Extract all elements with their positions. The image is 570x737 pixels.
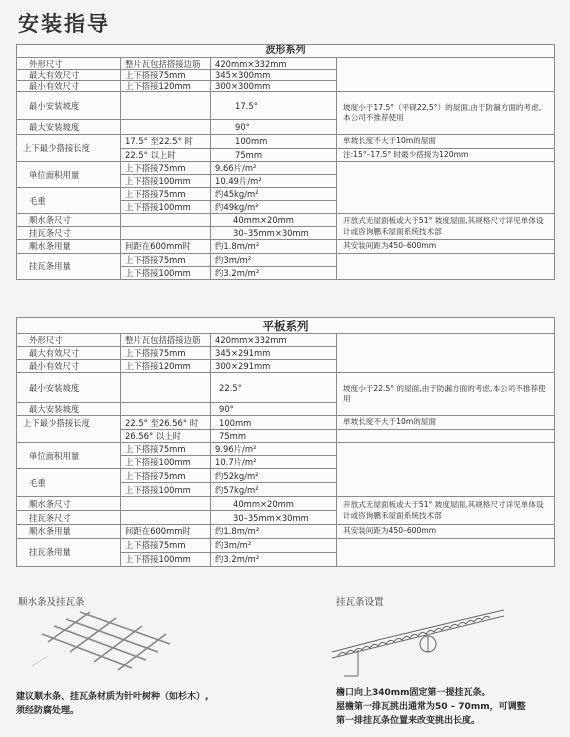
row-condition [121,92,211,120]
row-note: 其安装间距为450–600mm [337,240,555,254]
row-note: 其安装间距为450–600mm [337,525,555,539]
row-label: 顺水条尺寸 [17,214,121,227]
row-label: 毛重 [17,188,121,214]
row-value: 30–35mm×30mm [211,511,337,525]
row-label: 上下最少搭接长度 [17,135,121,162]
row-condition: 上下搭接75mm [121,347,211,360]
row-value: 约3.2m/m² [211,552,337,566]
row-value: 约49kg/m² [211,201,337,214]
row-condition: 上下搭接100mm [121,266,211,279]
row-condition: 上下搭接100mm [121,456,211,469]
row-condition: 上下搭接75mm [121,538,211,552]
row-value: 约3m/m² [211,253,337,266]
batten-setting-title: 挂瓦条设置 [336,597,384,608]
row-label: 顺水条用量 [17,525,121,539]
row-value: 约52kg/m² [211,469,337,483]
row-label: 最大安装坡度 [17,120,121,135]
row-condition: 22.5° 至26.56° 时 [121,416,211,430]
row-value: 75mm [211,148,337,162]
page-title: 安装指导 [18,12,110,36]
batten-setting-caption-line: 第一排挂瓦条位置来改变挑出长度。 [336,716,481,726]
row-note [337,162,555,214]
row-condition [121,497,211,511]
row-value: 约45kg/m² [211,188,337,201]
row-note [337,58,555,92]
row-value: 约3m/m² [211,538,337,552]
row-label: 最大有效尺寸 [17,347,121,360]
row-label: 挂瓦条尺寸 [17,511,121,525]
row-condition: 上下搭接100mm [121,552,211,566]
batten-setting-caption-line: 屋檐第一排瓦挑出通常为50 – 70mm，可调整 [336,702,526,712]
row-value: 22.5° [211,373,337,403]
row-condition: 上下搭接75mm [121,469,211,483]
row-note [337,253,555,279]
row-value: 100mm [211,416,337,430]
batten-setting-caption [336,686,526,728]
row-label: 顺水条用量 [17,240,121,254]
row-condition [121,120,211,135]
row-condition [121,214,211,227]
row-label: 单位面积用量 [17,162,121,188]
batten-section-title: 顺水条及挂瓦条 [18,597,85,608]
row-value: 345×291mm [211,347,337,360]
row-condition: 上下搭接100mm [121,483,211,497]
row-label: 毛重 [17,469,121,497]
row-value: 345×300mm [211,70,337,81]
row-condition: 26.56° 以上时 [121,430,211,443]
row-note [337,334,555,373]
flat-series-table [16,317,555,567]
row-value: 420mm×332mm [211,58,337,70]
row-condition: 上下搭接75mm [121,70,211,81]
row-value: 17.5° [211,92,337,120]
row-value: 9.96片/m² [211,443,337,456]
row-condition: 整片瓦包括搭接边筋 [121,58,211,70]
row-condition: 间距在600mm时 [121,525,211,539]
row-condition [121,511,211,525]
row-condition: 上下搭接75mm [121,188,211,201]
row-label: 外形尺寸 [17,334,121,347]
row-value: 300×291mm [211,360,337,373]
row-note [337,430,555,443]
row-condition: 17.5° 至22.5° 时 [121,135,211,149]
row-value: 约57kg/m² [211,483,337,497]
batten-setting-caption-line: 檐口向上340mm固定第一提挂瓦条。 [336,688,491,698]
row-note: 单坡长度不大于10m的屋面 [337,135,555,149]
batten-caption-line: 建议顺水条、挂瓦条材质为针叶树种（如杉木）, [16,692,209,702]
row-condition: 22.5° 以上时 [121,148,211,162]
row-note: 开放式无屋面板或大于51° 坡度屋面,其规格尺寸详见单体设计或咨询鹏禾屋面系统技术部 [337,214,555,240]
row-note: 单坡长度不大于10m的屋面 [337,416,555,430]
row-condition [121,403,211,416]
row-condition: 间距在600mm时 [121,240,211,254]
row-value: 40mm×20mm [211,214,337,227]
row-label: 最大有效尺寸 [17,70,121,81]
row-value: 300×300mm [211,81,337,92]
row-note [337,443,555,497]
row-condition: 上下搭接120mm [121,81,211,92]
row-condition [121,373,211,403]
row-label: 最小有效尺寸 [17,81,121,92]
flat-series-title: 平板系列 [17,318,555,334]
eave-section-illustration [318,604,518,680]
row-label: 最小安装坡度 [17,92,121,120]
row-value: 10.49片/m² [211,175,337,188]
row-note: 坡度小于22.5° 的屋面,由于防漏方面的考虑,本公司不推荐使用 [337,373,555,416]
row-condition: 上下搭接75mm [121,443,211,456]
row-value: 100mm [211,135,337,149]
batten-caption-line: 须经防腐处理。 [16,706,80,716]
row-label: 最大安装坡度 [17,403,121,416]
row-value: 约1.8m/m² [211,525,337,539]
row-note: 注:15°–17.5° 时最少搭接为120mm [337,148,555,162]
row-value: 40mm×20mm [211,497,337,511]
row-note [337,538,555,566]
row-condition: 上下搭接75mm [121,162,211,175]
row-label: 顺水条尺寸 [17,497,121,511]
row-value: 75mm [211,430,337,443]
row-label: 上下最少搭接长度 [17,416,121,443]
row-condition: 上下搭接120mm [121,360,211,373]
row-value: 约3.2m/m² [211,266,337,279]
row-label: 最小安装坡度 [17,373,121,403]
row-label: 单位面积用量 [17,443,121,469]
row-label: 最小有效尺寸 [17,360,121,373]
wave-series-title: 波形系列 [17,45,555,58]
row-condition: 上下搭接100mm [121,175,211,188]
row-condition: 上下搭接100mm [121,201,211,214]
batten-caption [16,690,208,718]
row-value: 10.7片/m² [211,456,337,469]
row-condition: 整片瓦包括搭接边筋 [121,334,211,347]
row-value: 30–35mm×30mm [211,227,337,240]
row-value: 约1.8m/m² [211,240,337,254]
row-condition [121,227,211,240]
row-label: 挂瓦条尺寸 [17,227,121,240]
row-label: 挂瓦条用量 [17,253,121,279]
row-note: 开放式无屋面板或大于51° 坡度屋面,其规格尺寸详见单体设计或咨询鹏禾屋面系统技术部 [337,497,555,525]
row-value: 9.66片/m² [211,162,337,175]
row-value: 90° [211,403,337,416]
row-label: 挂瓦条用量 [17,538,121,566]
row-condition: 上下搭接75mm [121,253,211,266]
row-value: 420mm×332mm [211,334,337,347]
row-note: 坡度小于17.5°（平砚22.5°）的屋面,由于防漏方面的考虑,本公司不推荐使用 [337,92,555,135]
batten-grid-illustration [28,604,178,674]
row-label: 外形尺寸 [17,58,121,70]
row-value: 90° [211,120,337,135]
wave-series-table [16,44,555,280]
